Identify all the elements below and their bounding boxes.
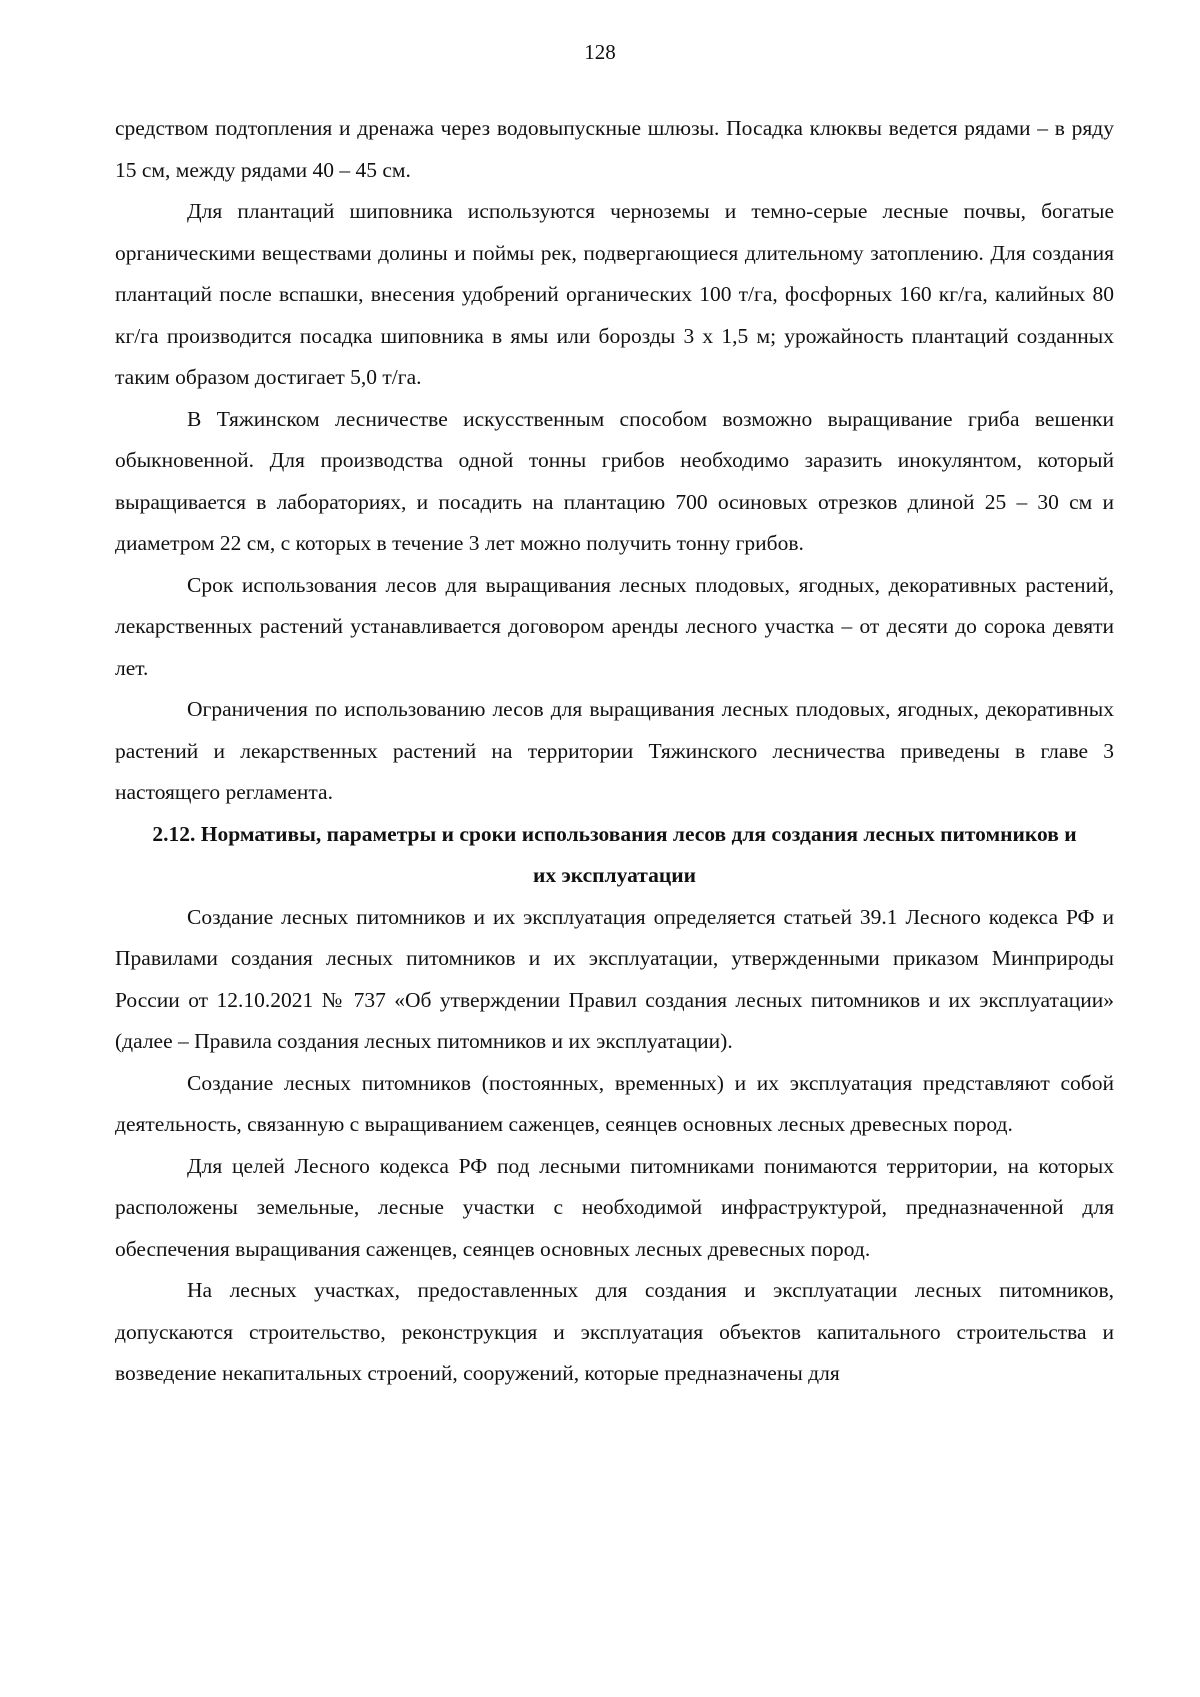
paragraph: Срок использования лесов для выращивания лесных плодовых, ягодных, декоративных растений, лекарственных растений устанавливается договором аренды лесного участка – от десяти до сорока девяти лет. (115, 572, 1114, 680)
paragraph: Для целей Лесного кодекса РФ под лесными питомниками понимаются территории, на которых расположены земельные, лесные участки с необходимой инфраструктурой, предназначенной для обеспечения выращивания саженцев, сеянцев основных лесных древесных пород. (115, 1153, 1114, 1261)
paragraph: На лесных участках, предоставленных для создания и эксплуатации лесных питомников, допускаются строительство, реконструкция и эксплуатация объектов капитального строительства и возведение некапитальных строений, сооружений, которые предназначены для (115, 1278, 1114, 1385)
page-content (115, 108, 1114, 1395)
paragraph: Создание лесных питомников и их эксплуатация определяется статьей 39.1 Лесного кодекса РФ и Правилами создания лесных питомников и их эксплуатации, утвержденными приказом Минприроды России от 12.10.2021 № 737 «Об утверждении Правил создания лесных питомников и их эксплуатации» (далее – Правила создания лесных питомников и их эксплуатации). (115, 904, 1114, 1053)
paragraph: средством подтопления и дренажа через водовыпускные шлюзы. Посадка клюквы ведется рядами – в ряду 15 см, между рядами 40 – 45 см. (115, 116, 1114, 182)
page-number: 128 (584, 40, 616, 64)
paragraph: Ограничения по использованию лесов для выращивания лесных плодовых, ягодных, декоративных растений и лекарственных растений на территории Тяжинского лесничества приведены в главе 3 настоящего регламента. (115, 697, 1114, 804)
paragraph: Для плантаций шиповника используются черноземы и темно-серые лесные почвы, богатые органическими веществами долины и поймы рек, подвергающиеся длительному затоплению. Для создания плантаций после вспашки, внесения удобрений органических 100 т/га, фосфорных 160 кг/га, калийных 80 кг/га производится посадка шиповника в ямы или борозды 3 х 1,5 м; урожайность плантаций созданных таким образом достигает 5,0 т/га. (115, 199, 1114, 389)
paragraph: Создание лесных питомников (постоянных, временных) и их эксплуатация представляют собой деятельность, связанную с выращиванием саженцев, сеянцев основных лесных древесных пород. (115, 1070, 1114, 1136)
section-heading: 2.12. Нормативы, параметры и сроки использования лесов для создания лесных питомников и их эксплуатации (152, 821, 1077, 887)
paragraph: В Тяжинском лесничестве искусственным способом возможно выращивание гриба вешенки обыкновенной. Для производства одной тонны грибов необходимо заразить инокулянтом, который выращивается в лабораториях, и посадить на плантацию 700 осиновых отрезков длиной 25 – 30 см и диаметром 22 см, с которых в течение 3 лет можно получить тонну грибов. (115, 406, 1114, 555)
